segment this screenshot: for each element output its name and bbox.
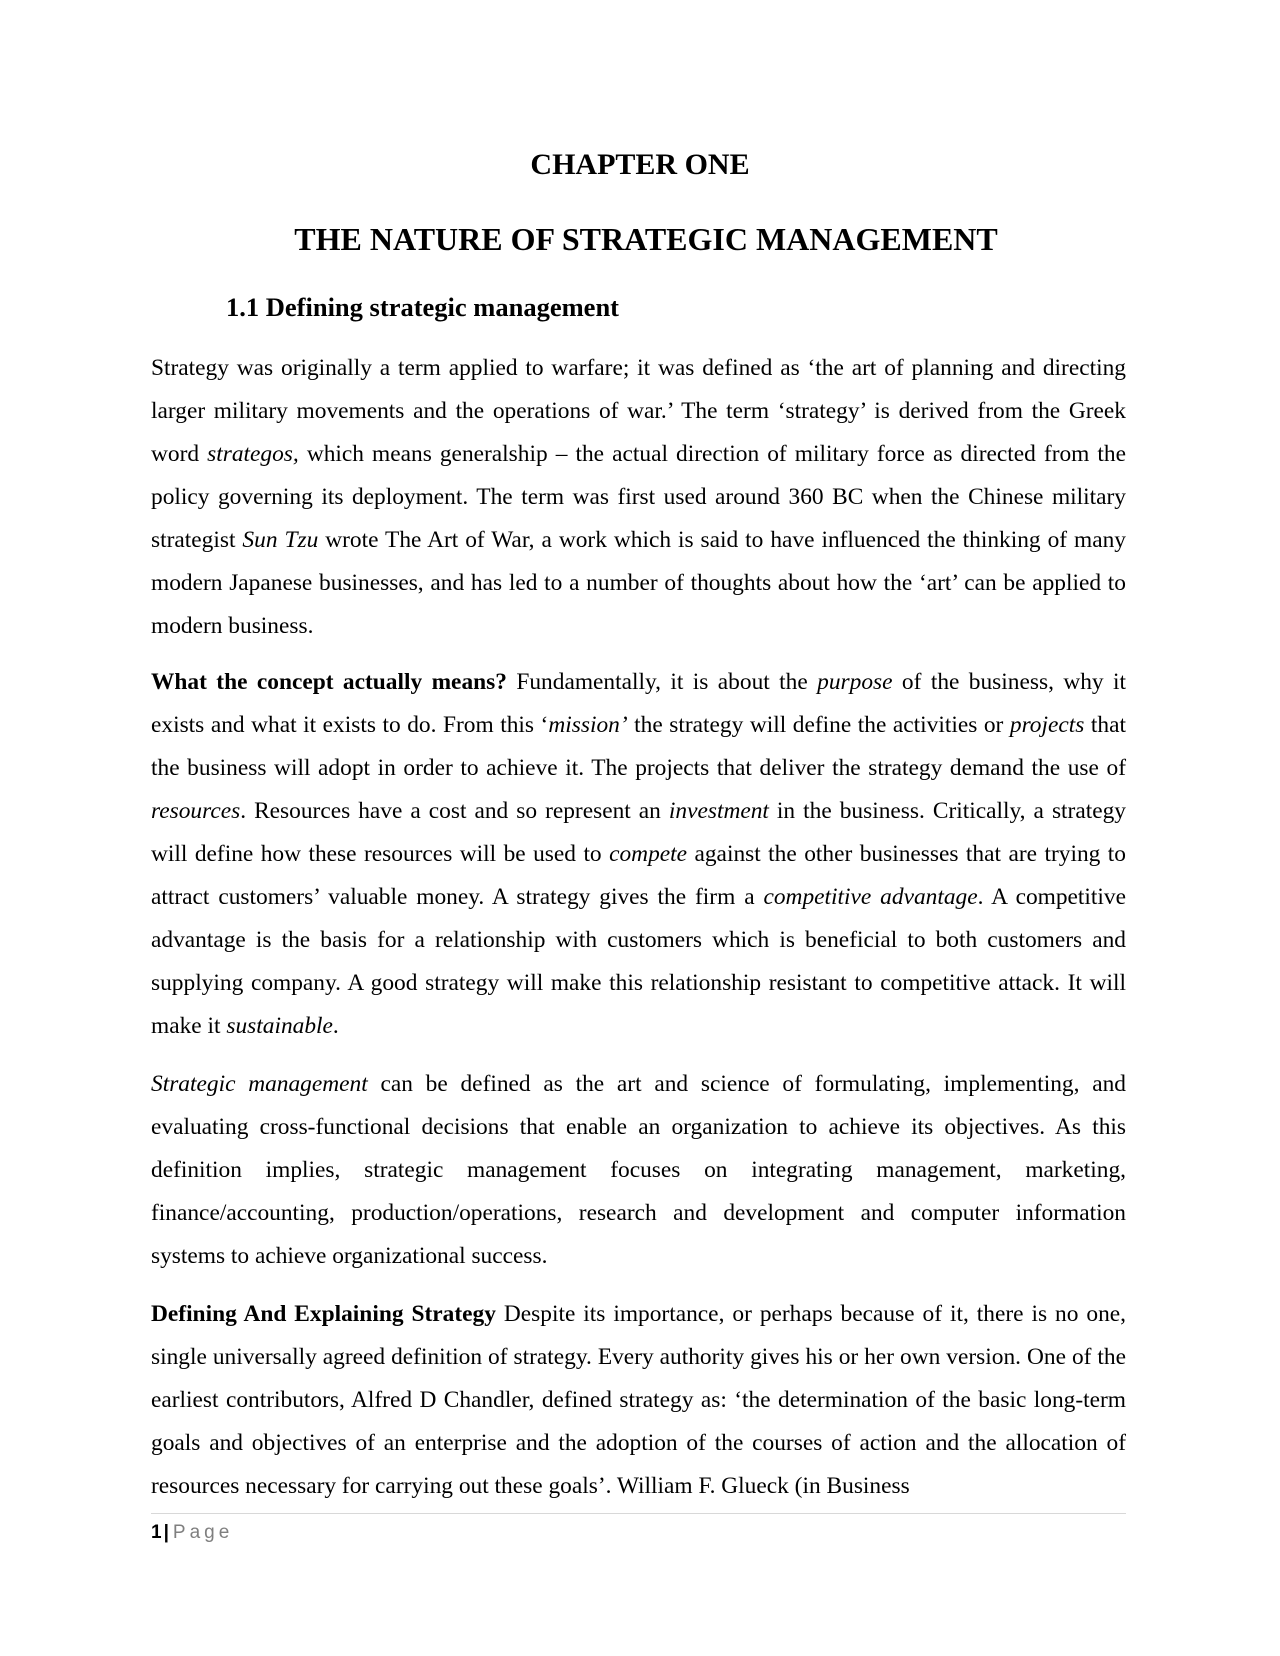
paragraph-strategy-origin [151, 347, 1126, 648]
text-run: . [332, 1013, 339, 1039]
text-run: Fundamentally, it is about the [506, 669, 818, 695]
text-run: . A competitive advantage is the basis for a relationship with customers which is beneficial to both customers and supplying company. A good strategy will make this relationship resistant to competitive attack. It will make it [151, 884, 1126, 1039]
bold-lead-in: What the concept actually means? [151, 669, 507, 695]
italic-term: strategos, [207, 441, 299, 467]
chapter-title: THE NATURE OF STRATEGIC MANAGEMENT [294, 221, 998, 257]
section-heading: 1.1 Defining strategic management [226, 292, 620, 322]
italic-term: investment [668, 798, 769, 824]
italic-term: competitive advantage [763, 884, 978, 910]
italic-term: mission’ [548, 712, 628, 738]
italic-term: purpose [817, 669, 893, 695]
paragraph-strategic-management-definition [151, 1063, 1126, 1278]
italic-term: Sun Tzu [242, 527, 319, 553]
chapter-heading: CHAPTER ONE [530, 148, 750, 181]
text-run: Strategy was originally a term applied to warfare; it was defined as ‘the art of planning and directing larger military movements and the operations of war.’ The term ‘strategy’ is derived from the Greek word [151, 355, 1126, 467]
italic-term: resources [151, 798, 241, 824]
text-run: that the business will adopt in order to achieve it. The projects that deliver the strategy demand the use of [151, 712, 1126, 781]
bold-lead-in: Defining And Explaining Strategy [151, 1301, 496, 1327]
paragraph-concept-meaning [151, 661, 1126, 1048]
text-run: of the business, why it exists and what it exists to do. From this ‘ [151, 669, 1126, 738]
text-run: against the other businesses that are trying to attract customers’ valuable money. A strategy gives the firm a [151, 841, 1126, 910]
page-label: Page [172, 1522, 234, 1543]
italic-term: sustainable [226, 1013, 333, 1039]
italic-term: Strategic management [151, 1071, 368, 1097]
page-number: 1 [151, 1522, 162, 1543]
italic-term: compete [609, 841, 688, 867]
text-run: the strategy will define the activities or [627, 712, 1010, 738]
italic-term: projects [1009, 712, 1085, 738]
paragraph-defining-strategy [151, 1293, 1126, 1508]
text-run: which means generalship – the actual direction of military force as directed from the policy governing its deployment. The term was first used around 360 BC when the Chinese military strategist [151, 441, 1127, 553]
text-run: in the business. Critically, a strategy will define how these resources will be used to [151, 798, 1126, 867]
text-run: can be defined as the art and science of formulating, implementing, and evaluating cross-functional decisions that enable an organization to achieve its objectives. As this definition implies, strategic management focuses on integrating management, marketing, finance/accounting, production/operations, research and development and computer information systems to achieve organizational success. [151, 1071, 1126, 1269]
text-run: Despite its importance, or perhaps because of it, there is no one, single universally agreed definition of strategy. Every authority gives his or her own version. One of the earliest contributors, Alfred D Chandler, defined strategy as: ‘the determination of the basic long-term goals and objectives of an enterprise and the adoption of the courses of action and the allocation of resources necessary for carrying out these goals’. William F. Glueck (in Business [151, 1301, 1126, 1499]
footer-separator: | [163, 1522, 169, 1543]
text-run: . Resources have a cost and so represent an [240, 798, 669, 824]
page-footer [151, 1520, 233, 1546]
text-run: wrote The Art of War, a work which is said to have influenced the thinking of many modern Japanese businesses, and has led to a number of thoughts about how the ‘art’ can be applied to modern business. [151, 527, 1127, 639]
footer-divider [151, 1513, 1126, 1514]
